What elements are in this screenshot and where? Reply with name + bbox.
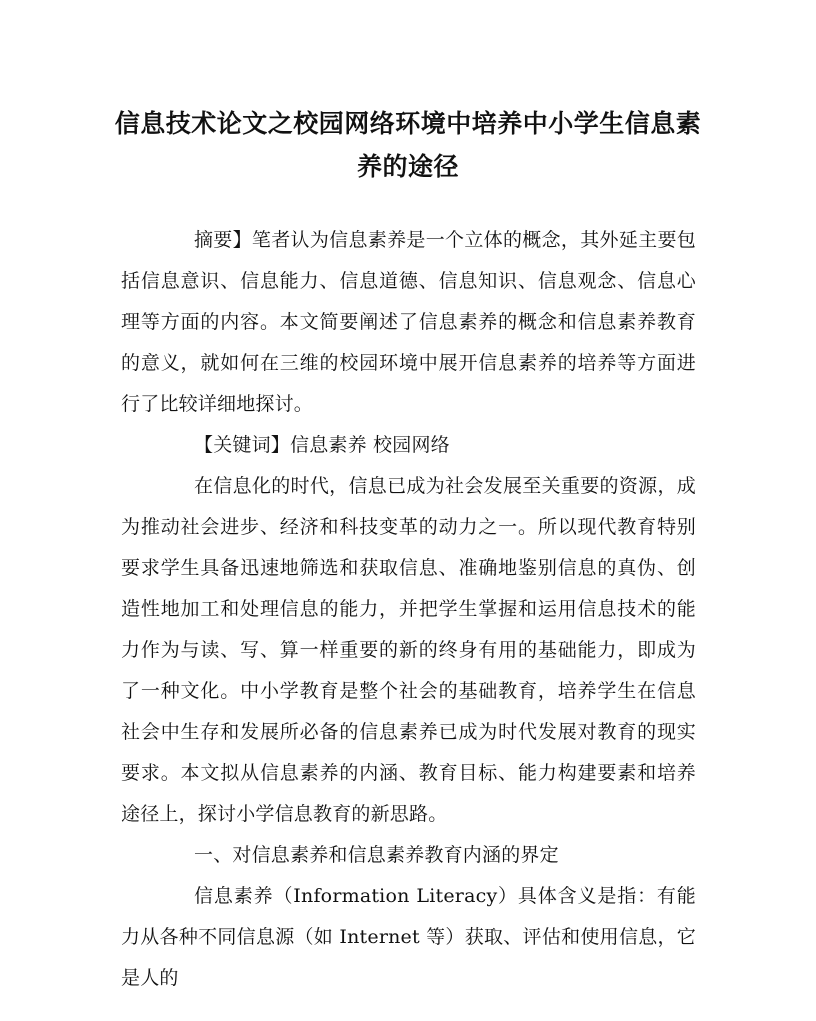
section-paragraph: 信息素养（Information Literacy）具体含义是指：有能力从各种不同信息源（如 Internet 等）获取、评估和使用信息，它是人的 — [121, 885, 696, 989]
keywords-paragraph: 【关键词】信息素养 校园网络 — [194, 434, 450, 456]
document-body — [121, 220, 696, 999]
intro-paragraph: 在信息化的时代，信息已成为社会发展至关重要的资源，成为推动社会进步、经济和科技变革的动力之一。所以现代教育特别要求学生具备迅速地筛选和获取信息、准确地鉴别信息的真伪、创造性地加工和处理信息的能力，并把学生掌握和运用信息技术的能力作为与读、写、算一样重要的新的终身有用的基础能力，即成为了一种文化。中小学教育是整个社会的基础教育，培养学生在信息社会中生存和发展所必备的信息素养已成为时代发展对教育的现实要求。本文拟从信息素养的内涵、教育目标、能力构建要素和培养途径上，探讨小学信息教育的新思路。 — [121, 475, 696, 825]
section-heading: 一、对信息素养和信息素养教育内涵的界定 — [194, 844, 559, 866]
document-title: 信息技术论文之校园网络环境中培养中小学生信息素养的途径 — [114, 109, 702, 181]
abstract-paragraph: 摘要】笔者认为信息素养是一个立体的概念，其外延主要包括信息意识、信息能力、信息道德、信息知识、信息观念、信息心理等方面的内容。本文简要阐述了信息素养的概念和信息素养教育的意义，就如何在三维的校园环境中展开信息素养的培养等方面进行了比较详细地探讨。 — [121, 229, 696, 415]
